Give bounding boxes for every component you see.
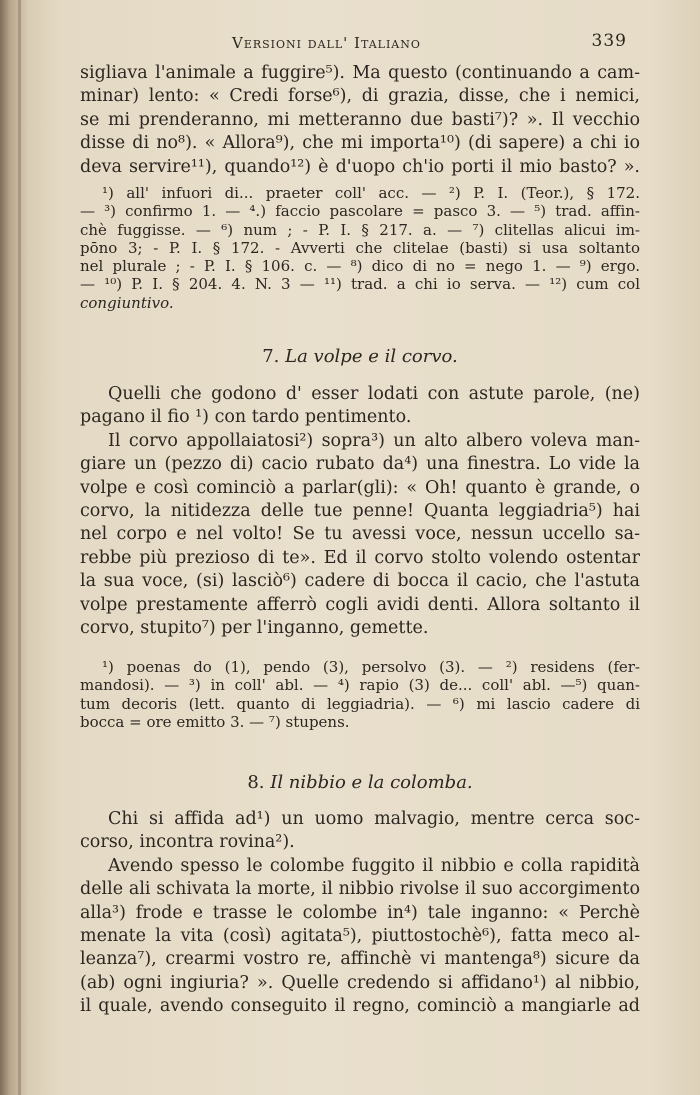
text-line: Quelli che godono d' esser lodati con astute parole, (ne): [108, 384, 640, 404]
footnotes-block-7: [80, 658, 640, 731]
text-line: delle ali schivata la morte, il nibbio rivolse il suo accorgimento: [80, 879, 640, 900]
text-line: sigliava l'animale a fuggire⁵). Ma questo (continuando a cam-: [80, 63, 640, 83]
text-line: corvo, stupito⁷) per l'inganno, gemette.: [80, 618, 429, 639]
footnote-line: chè fuggisse. — ⁶) num ; - P. I. § 217. a. — ⁷) clitellas alicui im-: [80, 220, 640, 239]
text-line: se mi prenderanno, mi metteranno due basti⁷)? ». Il vecchio: [80, 109, 640, 130]
footnote-line: pōno 3; - P. I. § 172. - Avverti che clitelae (basti) si usa soltanto: [80, 238, 640, 257]
footnote-line: ¹) poenas do (1), pendo (3), persolvo (3). — ²) residens (fer-: [102, 658, 640, 676]
section-8-body: [80, 808, 640, 1019]
text-line: Chi si affida ad¹) un uomo malvagio, mentre cerca soc-: [108, 809, 640, 829]
footnote-line: mandosi). — ³) in coll' abl. — ⁴) rapio (3) de... coll' abl. —⁵) quan-: [80, 676, 640, 695]
text-line: nel corpo e nel volto! Se tu avessi voce, nessun uccello sa-: [80, 524, 640, 545]
text-line: alla³) frode e trasse le colombe in⁴) tale inganno: « Perchè: [80, 902, 640, 923]
running-header: [232, 31, 627, 54]
footnote-line: — ¹⁰) P. I. § 204. 4. N. 3 — ¹¹) trad. a chi io serva. — ¹²) cum col: [80, 275, 640, 294]
footnote-line: — ³) confirmo 1. — ⁴.) faccio pascolare = pasco 3. — ⁵) trad. affin-: [80, 202, 640, 221]
text-line: menate la vita (così) agitata⁵), piuttostochè⁶), fatta meco al-: [80, 926, 640, 947]
text-line: giare un (pezzo di) cacio rubato da⁴) una finestra. Lo vide la: [80, 454, 640, 475]
text-line: la sua voce, (si) lasciò⁶) cadere di bocca il cacio, che l'astuta: [80, 571, 640, 592]
text-line: leanza⁷), crearmi vostro re, affinchè vi mantenga⁸) sicure da: [80, 949, 640, 970]
page-number: 339: [591, 31, 627, 51]
text-line: volpe prestamente afferrò cogli avidi denti. Allora soltanto il: [80, 594, 640, 615]
footnote-line: congiuntivo.: [80, 293, 174, 312]
body-text-block-1: [80, 62, 640, 179]
text-line: Avendo spesso le colombe fuggito il nibbio e colla rapidità: [108, 855, 640, 876]
text-line: corso, incontra rovina²).: [80, 832, 295, 853]
page-gutter: [18, 0, 21, 1095]
text-line: corvo, la nitidezza delle tue penne! Quanta leggiadria⁵) hai: [80, 501, 640, 522]
text-line: disse di no⁸). « Allora⁹), che mi importa¹⁰) (di sapere) a chi io: [80, 133, 640, 154]
text-line: minar) lento: « Credi forse⁶), di grazia, disse, che i nemici,: [80, 86, 640, 107]
footnote-line: bocca = ore emitto 3. — ⁷) stupens.: [80, 712, 350, 731]
running-title: Versioni dall' Italiano: [232, 34, 421, 52]
text-line: (ab) ogni ingiuria? ». Quelle credendo si affidano¹) al nibbio,: [80, 972, 640, 993]
footnote-line: nel plurale ; - P. I. § 106. c. — ⁸) dico di no = nego 1. — ⁹) ergo.: [80, 257, 640, 276]
section-7-body: [80, 383, 640, 640]
footnote-line: ¹) all' infuori di... praeter coll' acc. — ²) P. I. (Teor.), § 172.: [102, 184, 640, 202]
text-line: il quale, avendo conseguito il regno, cominciò a mangiarle ad: [80, 996, 640, 1017]
text-line: pagano il fio ¹) con tardo pentimento.: [80, 407, 412, 428]
text-line: deva servire¹¹), quando¹²) è d'uopo ch'io porti il mio basto? ».: [80, 156, 640, 177]
text-line: rebbe più prezioso di te». Ed il corvo stolto volendo ostentar: [80, 547, 640, 568]
section-title-8: 8. Il nibbio e la colomba.: [247, 772, 473, 793]
text-line: volpe e così cominciò a parlar(gli): « Oh! quanto è grande, o: [80, 477, 640, 498]
footnotes-block-1: [80, 184, 640, 312]
section-title-7: 7. La volpe e il corvo.: [262, 346, 458, 367]
text-line: Il corvo appollaiatosi²) sopra³) un alto albero voleva man-: [108, 430, 640, 451]
footnote-line: tum decoris (lett. quanto di leggiadria). — ⁶) mi lascio cadere di: [80, 694, 640, 713]
